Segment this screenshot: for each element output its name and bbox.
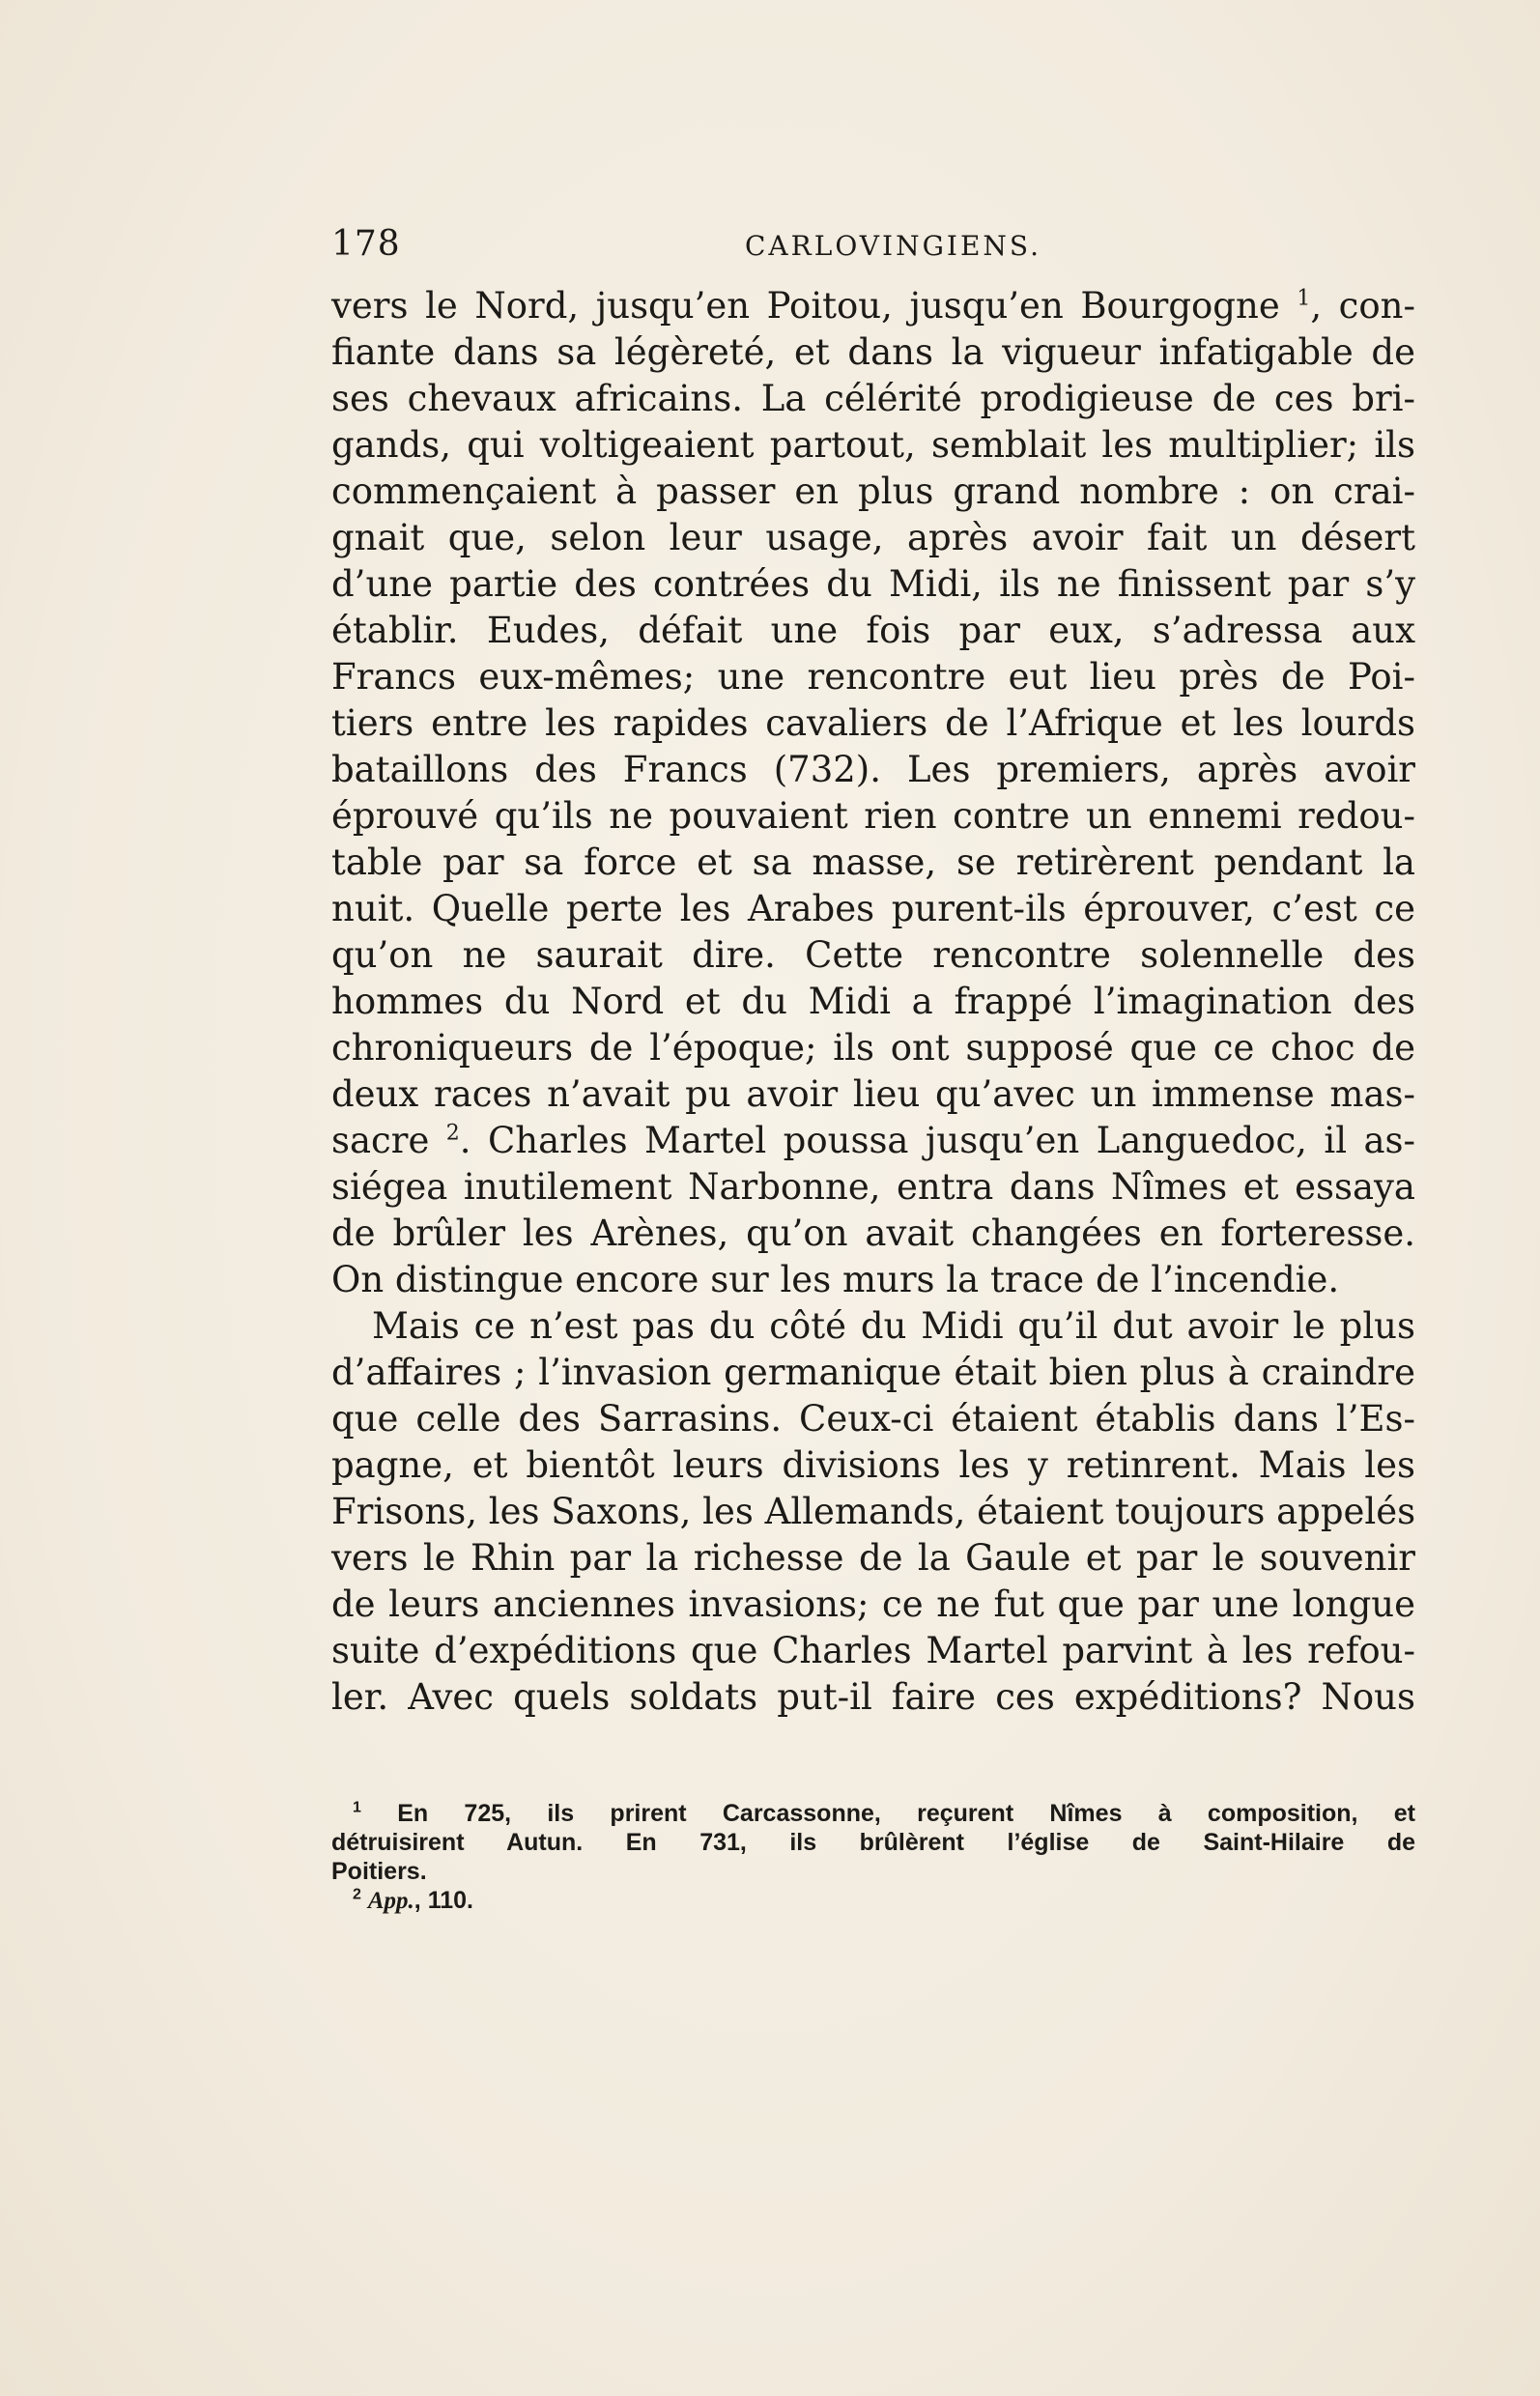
text-line: de brûler les Arènes, qu’on avait changées en forteresse. (331, 1212, 1415, 1254)
text-line: fiante dans sa légèreté, et dans la vigueur infatigable de (331, 331, 1415, 373)
text-line: sacre $^2$. Charles Martel poussa jusqu’en Languedoc, il as- (331, 1120, 1416, 1161)
text-line: On distingue encore sur les murs la trace de l’incendie. (331, 1259, 1340, 1300)
text-line: siégea inutilement Narbonne, entra dans Nîmes et essaya (331, 1166, 1415, 1208)
footnote-1-line: Poitiers. (331, 1858, 427, 1885)
text-line: ler. Avec quels soldats put-il faire ces expéditions? Nous (331, 1676, 1415, 1718)
text-line: éprouvé qu’ils ne pouvaient rien contre un ennemi redou- (331, 795, 1415, 837)
body-text (331, 283, 1415, 1721)
text-line: nuit. Quelle perte les Arabes purent-ils éprouver, c’est ce (331, 888, 1415, 929)
footnote-mark: 1 (353, 1799, 361, 1816)
page-header (331, 224, 1433, 267)
text-line: tiers entre les rapides cavaliers de l’Afrique et les lourds (331, 702, 1415, 744)
running-title: CARLOVINGIENS. (745, 230, 1042, 262)
text-line: commençaient à passer en plus grand nombre : on crai- (331, 471, 1415, 512)
text-line: bataillons des Francs (732). Les premiers, après avoir (331, 749, 1415, 790)
page-number: 178 (331, 224, 401, 264)
footnotes (331, 1799, 1415, 1915)
footnote-mark: 2 (353, 1886, 361, 1903)
text-line: table par sa force et sa masse, se retirèrent pendant la (331, 841, 1415, 883)
footnote-1: $^1$ En 725, ils prirent Carcassonne, reçurent Nîmes à composition, et (353, 1799, 1415, 1827)
footnote-ref: 1 (1297, 286, 1311, 311)
text-line: suite d’expéditions que Charles Martel parvint à les refou- (331, 1630, 1415, 1671)
text-line: hommes du Nord et du Midi a frappé l’imagination des (331, 981, 1415, 1022)
text-line: gnait que, selon leur usage, après avoir fait un désert (331, 517, 1415, 558)
text-line: établir. Eudes, défait une fois par eux, s’adressa aux (331, 610, 1415, 651)
text-line: Frisons, les Saxons, les Allemands, étaient toujours appelés (331, 1491, 1416, 1532)
text-line: Francs eux-mêmes; une rencontre eut lieu près de Poi- (331, 656, 1415, 698)
text-line: chroniqueurs de l’époque; ils ont supposé que ce choc de (331, 1027, 1415, 1069)
text-line: qu’on ne saurait dire. Cette rencontre solennelle des (331, 934, 1415, 976)
text-line: que celle des Sarrasins. Ceux-ci étaient établis dans l’Es- (331, 1398, 1415, 1440)
text-line: gands, qui voltigeaient partout, semblait les multiplier; ils (331, 424, 1415, 466)
footnote-2: $^2$ App., 110. (353, 1886, 473, 1914)
text-line: pagne, et bientôt leurs divisions les y retinrent. Mais les (331, 1444, 1415, 1486)
text-line: ses chevaux africains. La célérité prodigieuse de ces bri- (331, 378, 1415, 419)
text-line: Mais ce n’est pas du côté du Midi qu’il dut avoir le plus (372, 1305, 1415, 1347)
text-line: deux races n’avait pu avoir lieu qu’avec un immense mas- (331, 1073, 1415, 1115)
footnote-1-line: détruisirent Autun. En 731, ils brûlèrent l’église de Saint-Hilaire de (331, 1829, 1415, 1856)
footnote-ref: 2 (445, 1121, 460, 1146)
text-line: d’affaires ; l’invasion germanique était bien plus à craindre (331, 1352, 1415, 1393)
text-line: de leurs anciennes invasions; ce ne fut que par une longue (331, 1583, 1415, 1625)
text-line: vers le Rhin par la richesse de la Gaule et par le souvenir (331, 1537, 1415, 1579)
text-line: vers le Nord, jusqu’en Poitou, jusqu’en Bourgogne $^1$, con- (331, 285, 1415, 327)
text-line: d’une partie des contrées du Midi, ils ne finissent par s’y (331, 563, 1415, 605)
